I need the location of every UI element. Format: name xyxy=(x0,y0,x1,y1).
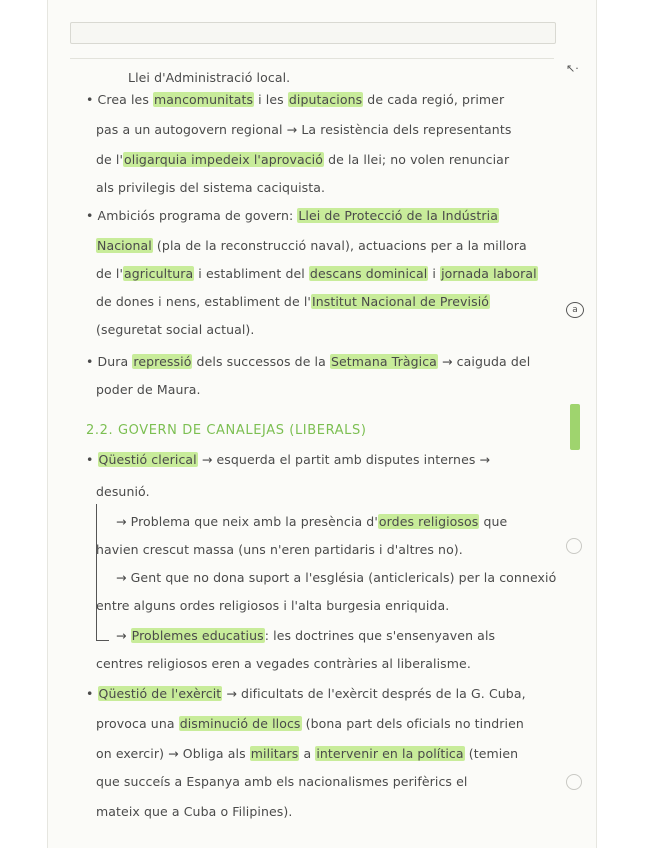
text-line xyxy=(96,656,471,671)
binder-ring-icon xyxy=(566,774,582,790)
text-segment: : les doctrines que s'ensenyaven als xyxy=(264,628,496,643)
highlighted-term: mancomunitats xyxy=(154,92,254,107)
text-segment: → xyxy=(116,628,131,643)
text-segment: (seguretat social actual). xyxy=(96,322,255,337)
text-line xyxy=(116,570,556,585)
text-segment: dels successos de la xyxy=(192,354,330,369)
text-segment: a xyxy=(299,746,316,761)
text-segment: → caiguda del xyxy=(437,354,531,369)
text-segment: que succeís a Espanya amb els nacionalismes perifèrics el xyxy=(96,774,468,789)
text-segment: on exercir) → Obliga als xyxy=(96,746,250,761)
text-segment: de l' xyxy=(96,266,124,281)
highlighted-term: disminució de llocs xyxy=(179,716,301,731)
binder-ring-icon xyxy=(566,538,582,554)
circled-symbol-icon: a xyxy=(566,302,584,318)
text-segment: de dones i nens, establiment de l' xyxy=(96,294,311,309)
text-line xyxy=(96,774,467,789)
text-segment: als privilegis del sistema caciquista. xyxy=(96,180,326,195)
highlighted-term: jornada laboral xyxy=(441,266,537,281)
section-heading: 2.2. GOVERN DE CANALEJAS (LIBERALS) xyxy=(86,423,367,438)
text-line xyxy=(96,542,463,557)
text-segment: (pla de la reconstrucció naval), actuacions per a la millora xyxy=(152,238,527,253)
highlighted-term: ordes religiosos xyxy=(378,514,479,529)
text-segment: → Problema que neix amb la presència d' xyxy=(116,514,378,529)
text-line xyxy=(96,180,325,195)
highlighted-term: oligarquia impedeix l'aprovació xyxy=(124,152,323,167)
header-box xyxy=(70,22,556,44)
highlighted-term: Qüestió clerical xyxy=(98,452,197,467)
text-segment: → Gent que no dona suport a l'església (anticlericals) per la connexió xyxy=(116,570,557,585)
highlighted-term: Institut Nacional de Previsió xyxy=(311,294,490,309)
text-segment: i establiment del xyxy=(194,266,309,281)
text-line xyxy=(96,238,527,253)
text-segment: centres religiosos eren a vegades contràries al liberalisme. xyxy=(96,656,471,671)
highlighted-term: repressió xyxy=(133,354,192,369)
text-line xyxy=(86,452,490,467)
corner-mark-icon: ↖· xyxy=(566,62,579,75)
text-segment: poder de Maura. xyxy=(96,382,201,397)
highlighted-term: intervenir en la política xyxy=(316,746,464,761)
text-segment: • Crea les xyxy=(86,92,154,107)
highlighted-term: militars xyxy=(250,746,299,761)
text-line xyxy=(96,152,509,167)
highlighted-term: Setmana Tràgica xyxy=(330,354,437,369)
header-rule xyxy=(70,58,554,59)
text-line xyxy=(96,598,449,613)
text-line xyxy=(96,746,518,761)
highlighted-term: diputacions xyxy=(288,92,363,107)
side-tab-marker xyxy=(570,404,580,450)
text-segment: havien crescut massa (uns n'eren partidaris i d'altres no). xyxy=(96,542,463,557)
text-segment: que xyxy=(479,514,508,529)
text-segment: → dificultats de l'exèrcit després de la G. Cuba, xyxy=(222,686,526,701)
text-line xyxy=(96,122,511,137)
text-segment: • Ambiciós programa de govern: xyxy=(86,208,298,223)
text-line xyxy=(86,208,499,223)
text-segment: • xyxy=(86,686,98,701)
text-segment: → esquerda el partit amb disputes internes → xyxy=(197,452,491,467)
text-line xyxy=(116,628,495,643)
text-line xyxy=(96,266,538,281)
text-segment: mateix que a Cuba o Filipines). xyxy=(96,804,293,819)
text-line xyxy=(96,716,524,731)
highlighted-term: Nacional xyxy=(97,238,152,253)
subtitle-line: Llei d'Administració local. xyxy=(128,70,291,85)
text-line xyxy=(96,382,201,397)
highlighted-term: agricultura xyxy=(124,266,194,281)
text-segment: (temien xyxy=(464,746,519,761)
text-line xyxy=(96,484,150,499)
text-segment: de l' xyxy=(96,152,124,167)
text-segment: entre alguns ordes religiosos i l'alta burgesia enriquida. xyxy=(96,598,450,613)
text-segment: • xyxy=(86,452,98,467)
text-line xyxy=(96,322,254,337)
text-segment: de la llei; no volen renunciar xyxy=(324,152,510,167)
text-segment: desunió. xyxy=(96,484,150,499)
text-line xyxy=(96,804,292,819)
text-segment: de cada regió, primer xyxy=(363,92,505,107)
highlighted-term: Problemes educatius xyxy=(131,628,264,643)
text-line xyxy=(86,354,530,369)
text-segment: (bona part dels oficials no tindrien xyxy=(301,716,524,731)
text-line xyxy=(96,294,490,309)
text-line xyxy=(86,422,367,438)
highlighted-term: descans dominical xyxy=(309,266,428,281)
text-line xyxy=(86,92,504,107)
highlighted-term: Qüestió de l'exèrcit xyxy=(98,686,222,701)
text-segment: i les xyxy=(254,92,288,107)
text-segment: i xyxy=(428,266,441,281)
text-segment: pas a un autogovern regional → La resistència dels representants xyxy=(96,122,512,137)
text-segment: provoca una xyxy=(96,716,179,731)
text-line xyxy=(86,686,526,701)
highlighted-term: Llei de Protecció de la Indústria xyxy=(298,208,498,223)
text-segment: • Dura xyxy=(86,354,133,369)
sub-points-bracket xyxy=(96,504,109,641)
text-line xyxy=(116,514,507,529)
